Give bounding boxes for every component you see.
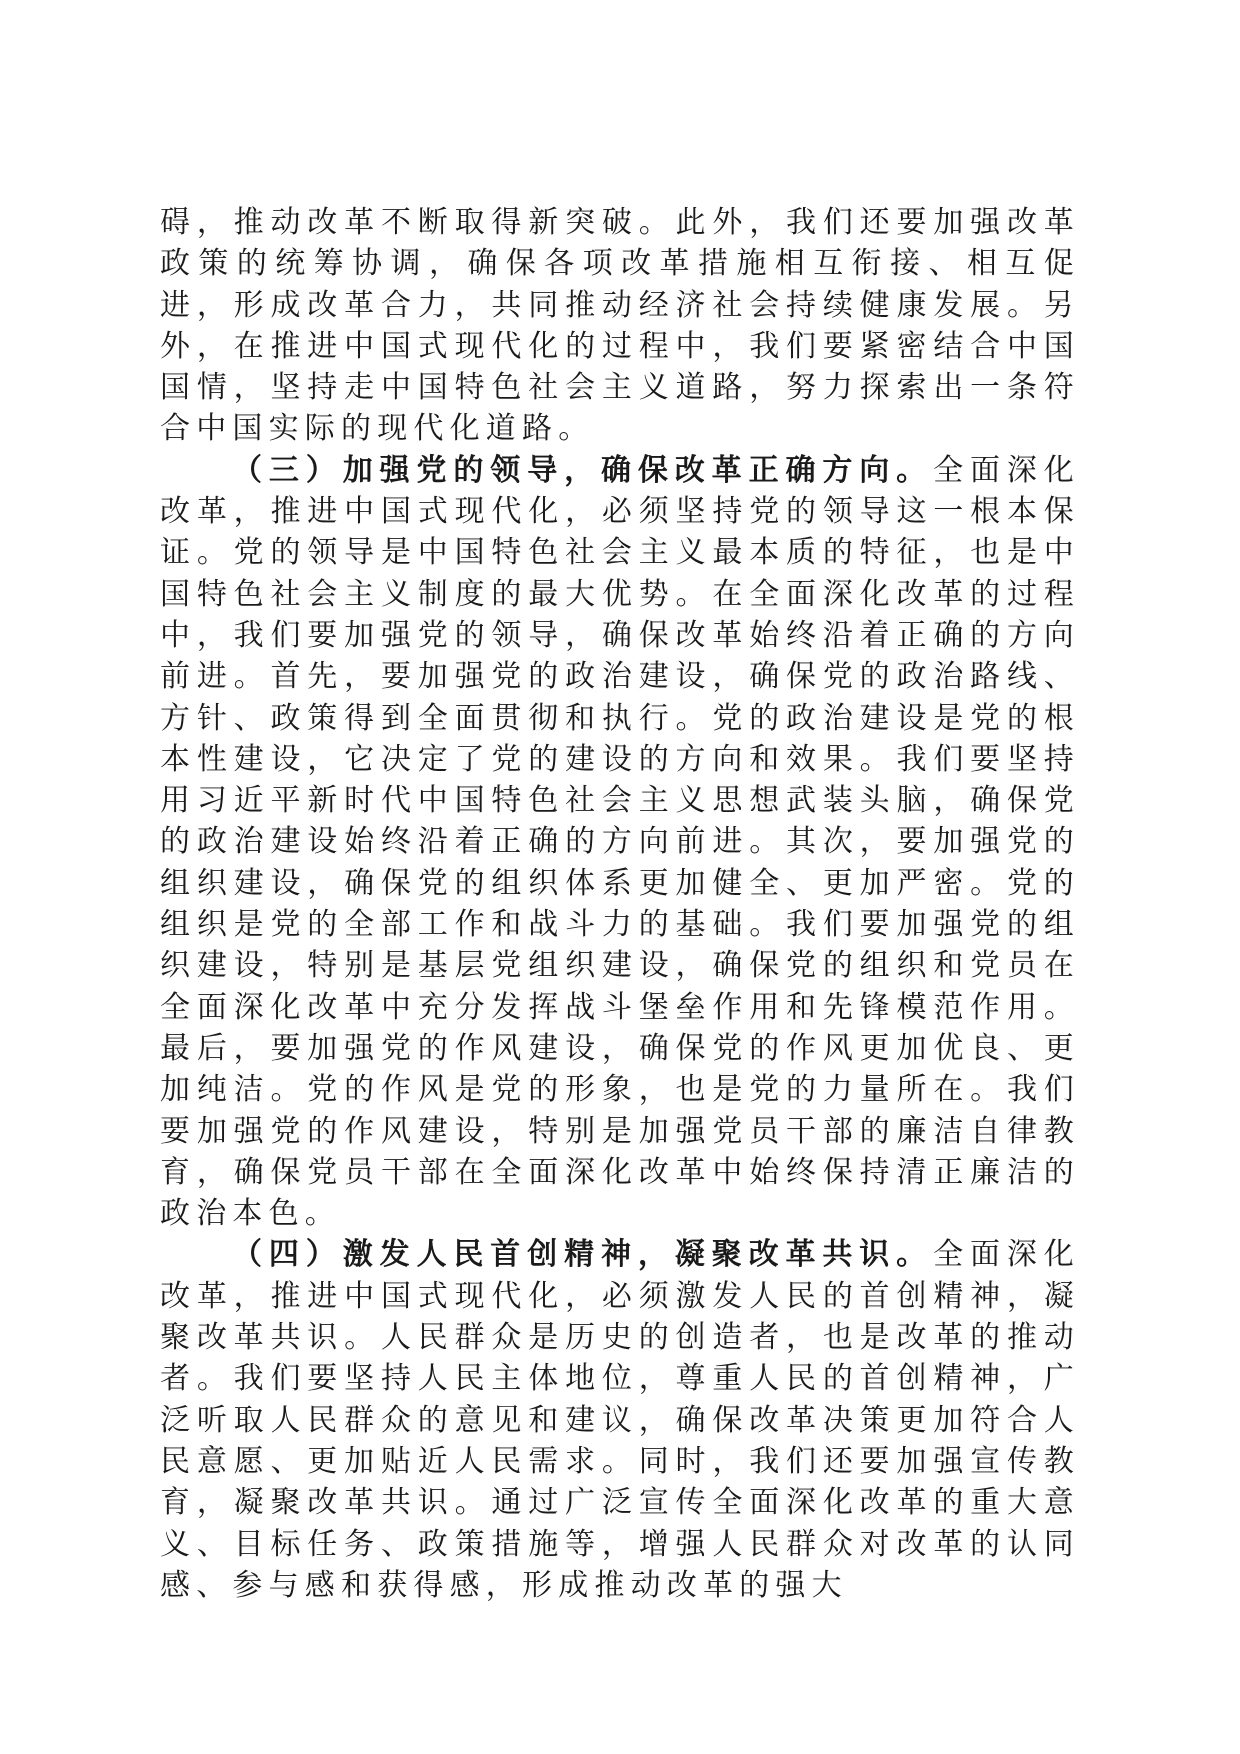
section-three-body: 全面深化改革，推进中国式现代化，必须坚持党的领导这一根本保证。党的领导是中国特色社会主义最本质的特征，也是中国特色社会主义制度的最大优势。在全面深化改革的过程中，我们要加强党的领导，确保改革始终沿着正确的方向前进。首先，要加强党的政治建设，确保党的政治路线、方针、政策得到全面贯彻和执行。党的政治建设是党的根本性建设，它决定了党的建设的方向和效果。我们要坚持用习近平新时代中国特色社会主义思想武装头脑，确保党的政治建设始终沿着正确的方向前进。其次，要加强党的组织建设，确保党的组织体系更加健全、更加严密。党的组织是党的全部工作和战斗力的基础。我们要加强党的组织建设，特别是基层党组织建设，确保党的组织和党员在全面深化改革中充分发挥战斗堡垒作用和先锋模范作用。最后，要加强党的作风建设，确保党的作风更加优良、更加纯洁。党的作风是党的形象，也是党的力量所在。我们要加强党的作风建设，特别是加强党员干部的廉洁自律教育，确保党员干部在全面深化改革中始终保持清正廉洁的政治本色。 (160, 452, 1080, 1232)
paragraph-continuation: 碍，推动改革不断取得新突破。此外，我们还要加强改革政策的统筹协调，确保各项改革措施相互衔接、相互促进，形成改革合力，共同推动经济社会持续健康发展。另外，在推进中国式现代化的过程中，我们要紧密结合中国国情，坚持走中国特色社会主义道路，努力探索出一条符合中国实际的现代化道路。 (160, 205, 1080, 447)
section-four-heading: （四）激发人民首创精神，凝聚改革共识。 (232, 1237, 934, 1273)
paragraph-section-four (160, 1234, 1080, 1606)
section-four-body: 全面深化改革，推进中国式现代化，必须激发人民的首创精神，凝聚改革共识。人民群众是历史的创造者，也是改革的推动者。我们要坚持人民主体地位，尊重人民的首创精神，广泛听取人民群众的意见和建议，确保改革决策更加符合人民意愿、更加贴近人民需求。同时，我们还要加强宣传教育，凝聚改革共识。通过广泛宣传全面深化改革的重大意义、目标任务、政策措施等，增强人民群众对改革的认同感、参与感和获得感，形成推动改革的强大 (160, 1237, 1080, 1603)
paragraph-section-three (160, 450, 1080, 1235)
section-three-heading: （三）加强党的领导，确保改革正确方向。 (232, 452, 934, 488)
document-body (160, 202, 1080, 1606)
